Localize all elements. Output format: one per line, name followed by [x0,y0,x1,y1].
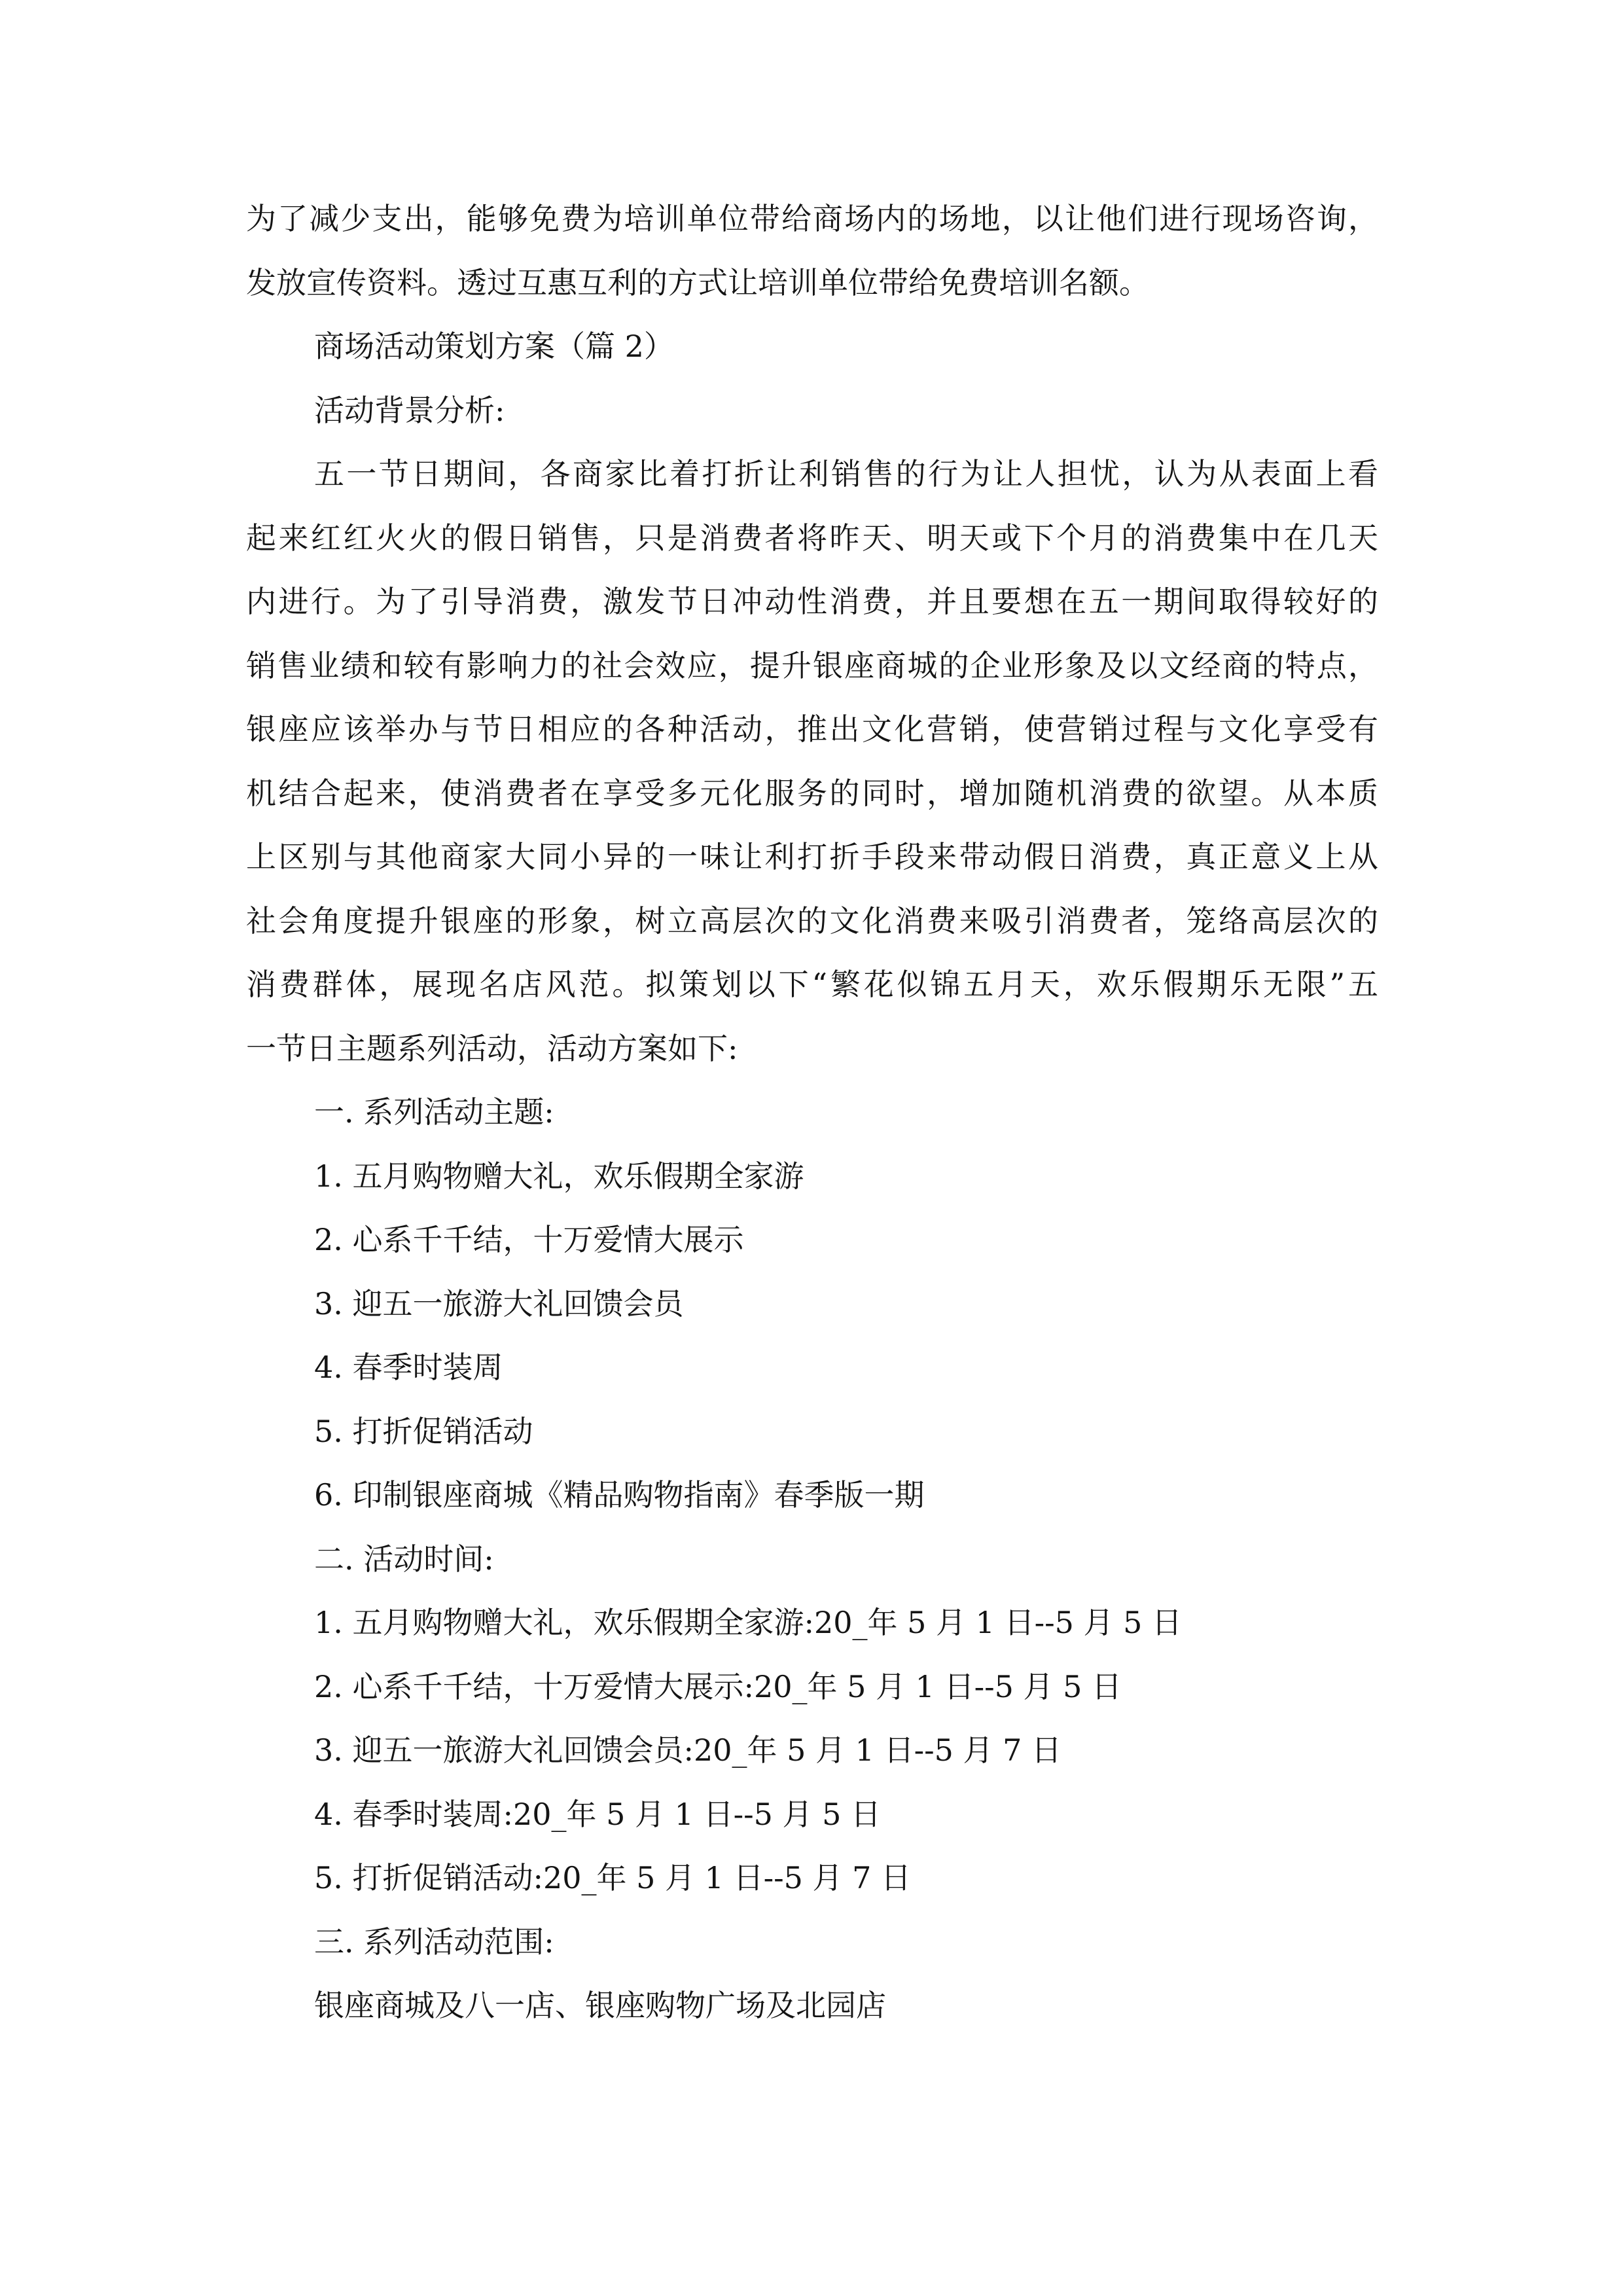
background-line: 上区别与其他商家大同小异的一味让利打折手段来带动假日消费，真正意义上从 [246,839,1378,874]
time-item: 2. 心系千千结，十万爱情大展示:20_年 5 月 1 日--5 月 5 日 [314,1668,1122,1704]
scope-text: 银座商城及八一店、银座购物广场及北园店 [314,1988,886,2023]
background-line: 内进行。为了引导消费，激发节日冲动性消费，并且要想在五一期间取得较好的 [246,584,1378,619]
time-item: 4. 春季时装周:20_年 5 月 1 日--5 月 5 日 [314,1796,882,1832]
background-line: 消费群体，展现名店风范。拟策划以下“繁花似锦五月天，欢乐假期乐无限”五 [246,967,1378,1002]
time-heading: 二. 活动时间: [314,1541,494,1577]
background-line: 机结合起来，使消费者在享受多元化服务的同时，增加随机消费的欲望。从本质 [246,775,1378,811]
time-item: 3. 迎五一旅游大礼回馈会员:20_年 5 月 1 日--5 月 7 日 [314,1732,1062,1768]
theme-item: 1. 五月购物赠大礼，欢乐假期全家游 [314,1158,804,1194]
section-title: 商场活动策划方案（篇 2） [314,329,674,364]
scope-heading: 三. 系列活动范围: [314,1924,554,1960]
intro-line: 发放宣传资料。透过互惠互利的方式让培训单位带给免费培训名额。 [246,264,1149,300]
intro-line: 为了减少支出，能够免费为培训单位带给商场内的场地，以让他们进行现场咨询， [246,201,1378,236]
document-page [246,187,1378,2038]
background-line: 一节日主题系列活动，活动方案如下: [246,1030,738,1066]
theme-item: 5. 打折促销活动 [314,1413,533,1449]
background-line: 起来红红火火的假日销售，只是消费者将昨天、明天或下个月的消费集中在几天 [246,520,1378,556]
time-item: 1. 五月购物赠大礼，欢乐假期全家游:20_年 5 月 1 日--5 月 5 日 [314,1605,1183,1640]
theme-item: 3. 迎五一旅游大礼回馈会员 [314,1285,684,1321]
background-line: 销售业绩和较有影响力的社会效应，提升银座商城的企业形象及以文经商的特点， [246,647,1378,683]
time-item: 5. 打折促销活动:20_年 5 月 1 日--5 月 7 日 [314,1860,912,1895]
background-heading: 活动背景分析: [314,392,505,428]
background-line: 五一节日期间，各商家比着打折让利销售的行为让人担忧，认为从表面上看 [314,456,1378,492]
background-line: 银座应该举办与节日相应的各种活动，推出文化营销，使营销过程与文化享受有 [246,711,1378,747]
theme-item: 2. 心系千千结，十万爱情大展示 [314,1222,744,1257]
theme-heading: 一. 系列活动主题: [314,1094,554,1130]
theme-item: 4. 春季时装周 [314,1350,503,1385]
background-line: 社会角度提升银座的形象，树立高层次的文化消费来吸引消费者，笼络高层次的 [246,903,1378,939]
theme-item: 6. 印制银座商城《精品购物指南》春季版一期 [314,1477,925,1513]
